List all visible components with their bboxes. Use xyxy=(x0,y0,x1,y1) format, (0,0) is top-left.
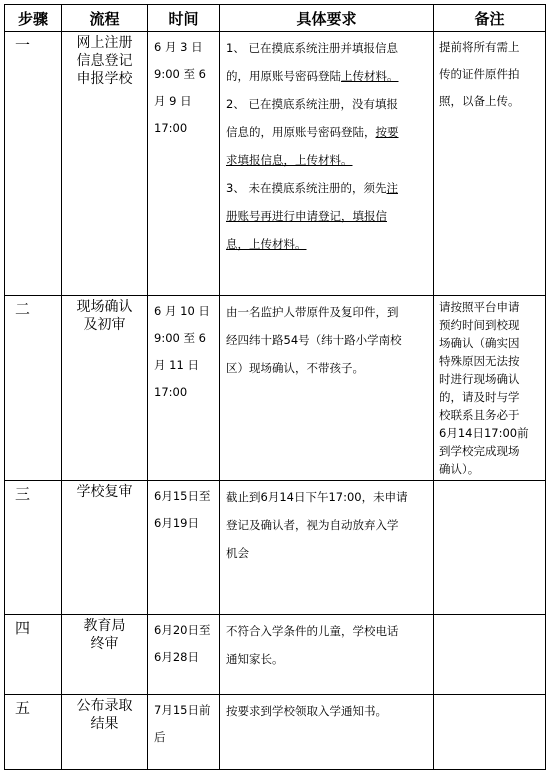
requirement-text: 2、 已在摸底系统注册，没有填报 xyxy=(226,97,398,111)
header-step: 步骤 xyxy=(5,5,62,32)
requirement-line xyxy=(226,118,429,146)
time-line: 6月28日 xyxy=(154,650,199,664)
requirement-text: 3、 未在摸底系统注册的，须先 xyxy=(226,181,387,195)
time-cell xyxy=(148,615,220,695)
requirement-text: 登记及确认者，视为自动放弃入学 xyxy=(226,518,399,532)
time-line: 月 11 日 xyxy=(154,358,199,372)
requirement-cell xyxy=(220,615,434,695)
note-cell xyxy=(434,481,546,615)
table-row xyxy=(5,296,546,481)
time-line: 17:00 xyxy=(154,121,188,135)
underlined-text: 按要 xyxy=(375,125,399,139)
requirement-line xyxy=(226,146,429,174)
requirement-text: 信息的，用原账号密码登陆， xyxy=(226,125,376,139)
requirement-cell xyxy=(220,695,434,770)
requirement-line xyxy=(226,697,429,725)
time-line: 6月20日至 xyxy=(154,623,211,637)
time-line: 6月15日至 xyxy=(154,489,211,503)
header-row xyxy=(5,5,546,32)
note-line: 传的证件原件拍 xyxy=(439,67,520,81)
step-cell: 三 xyxy=(5,481,62,615)
requirement-cell xyxy=(220,296,434,481)
time-line: 9:00 至 6 xyxy=(154,331,206,345)
process-line: 公布录取 xyxy=(76,698,133,714)
process-line: 现场确认 xyxy=(76,299,133,315)
requirement-line xyxy=(226,539,429,567)
requirement-text: 1、 已在摸底系统注册并填报信息 xyxy=(226,41,398,55)
note-cell xyxy=(434,695,546,770)
requirement-line xyxy=(226,483,429,511)
process-line: 学校复审 xyxy=(76,484,133,500)
process-line: 网上注册 xyxy=(76,35,133,51)
time-line: 7月15日前 xyxy=(154,703,211,717)
process-cell xyxy=(62,615,148,695)
requirement-line xyxy=(226,354,429,382)
requirement-cell xyxy=(220,481,434,615)
note-line: 6月14日17:00前 xyxy=(439,426,529,440)
step-cell: 四 xyxy=(5,615,62,695)
note-line: 请按照平台申请 xyxy=(439,300,520,314)
note-line: 特殊原因无法按 xyxy=(439,354,520,368)
table-row xyxy=(5,615,546,695)
process-line: 结果 xyxy=(90,716,119,732)
note-line: 到学校完成现场 xyxy=(439,444,520,458)
requirement-line xyxy=(226,202,429,230)
time-line: 9:00 至 6 xyxy=(154,67,206,81)
underlined-text: 求填报信息，上传材料。 xyxy=(226,153,353,167)
header-notes: 备注 xyxy=(434,5,546,32)
underlined-text: 上传材料。 xyxy=(341,69,399,83)
requirement-text: 按要求到学校领取入学通知书。 xyxy=(226,704,387,718)
step-cell: 五 xyxy=(5,695,62,770)
process-line: 信息登记 xyxy=(76,53,133,69)
process-line: 终审 xyxy=(90,636,119,652)
step-cell: 二 xyxy=(5,296,62,481)
process-cell xyxy=(62,695,148,770)
note-line: 确认）。 xyxy=(439,462,480,476)
note-cell xyxy=(434,296,546,481)
requirement-cell xyxy=(220,32,434,296)
table-row xyxy=(5,695,546,770)
requirement-line xyxy=(226,326,429,354)
note-line: 时进行现场确认 xyxy=(439,372,520,386)
requirement-line xyxy=(226,90,429,118)
process-line: 及初审 xyxy=(83,317,126,333)
underlined-text: 册账号再进行申请登记，填报信 xyxy=(226,209,387,223)
time-cell xyxy=(148,481,220,615)
time-line: 6 月 3 日 xyxy=(154,40,203,54)
table-row xyxy=(5,481,546,615)
requirement-text: 的，用原账号密码登陆 xyxy=(226,69,341,83)
process-cell xyxy=(62,296,148,481)
requirement-line xyxy=(226,230,429,258)
requirement-text: 由一名监护人带原件及复印件，到 xyxy=(226,305,399,319)
underlined-text: 息，上传材料。 xyxy=(226,237,307,251)
note-cell xyxy=(434,32,546,296)
requirement-line xyxy=(226,511,429,539)
note-line: 场确认（确实因 xyxy=(439,336,520,350)
header-time: 时间 xyxy=(148,5,220,32)
requirement-text: 经四纬十路54号（纬十路小学南校 xyxy=(226,333,402,347)
requirement-line xyxy=(226,34,429,62)
header-requirements: 具体要求 xyxy=(220,5,434,32)
requirement-line xyxy=(226,62,429,90)
time-line: 6月19日 xyxy=(154,516,199,530)
time-line: 17:00 xyxy=(154,385,188,399)
table-row xyxy=(5,32,546,296)
process-cell xyxy=(62,481,148,615)
time-cell xyxy=(148,695,220,770)
process-cell xyxy=(62,32,148,296)
requirement-text: 截止到6月14日下午17:00，未申请 xyxy=(226,490,408,504)
note-line: 提前将所有需上 xyxy=(439,40,520,54)
process-line: 申报学校 xyxy=(76,71,133,87)
underlined-text: 注 xyxy=(386,181,398,195)
time-cell xyxy=(148,32,220,296)
note-cell xyxy=(434,615,546,695)
requirement-text: 不符合入学条件的儿童，学校电话 xyxy=(226,624,399,638)
note-line: 预约时间到校现 xyxy=(439,318,520,332)
schedule-table xyxy=(4,4,546,770)
requirement-line xyxy=(226,174,429,202)
process-line: 教育局 xyxy=(83,618,126,634)
requirement-text: 区）现场确认，不带孩子。 xyxy=(226,361,364,375)
requirement-line xyxy=(226,298,429,326)
note-line: 照，以备上传。 xyxy=(439,94,520,108)
note-line: 校联系且务必于 xyxy=(439,408,520,422)
header-process: 流程 xyxy=(62,5,148,32)
requirement-line xyxy=(226,617,429,645)
step-cell: 一 xyxy=(5,32,62,296)
note-line: 的，请及时与学 xyxy=(439,390,520,404)
time-line: 月 9 日 xyxy=(154,94,192,108)
time-cell xyxy=(148,296,220,481)
requirement-text: 通知家长。 xyxy=(226,652,284,666)
time-line: 后 xyxy=(154,730,166,744)
requirement-text: 机会 xyxy=(226,546,249,560)
time-line: 6 月 10 日 xyxy=(154,304,210,318)
requirement-line xyxy=(226,645,429,673)
